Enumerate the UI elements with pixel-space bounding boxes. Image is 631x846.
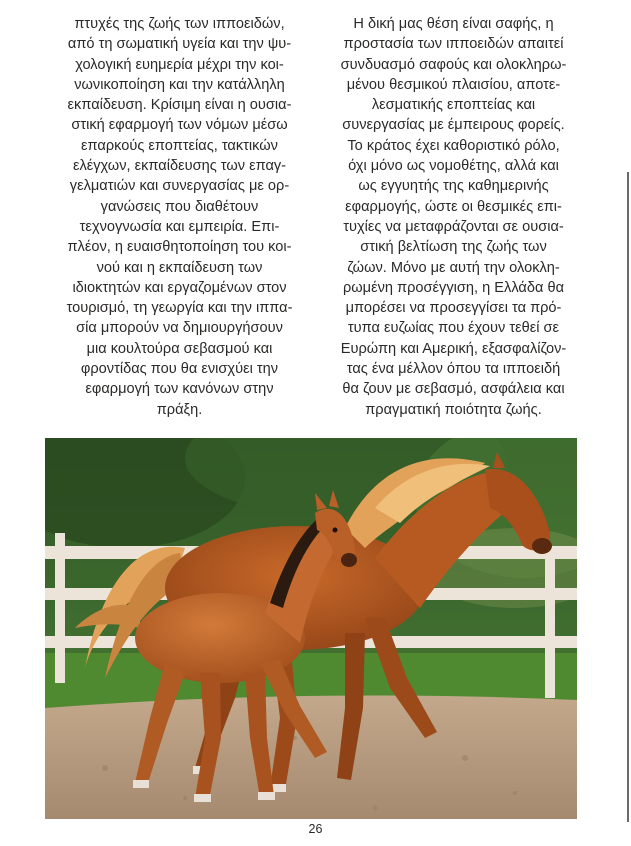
- text-line: ρωμένη προσέγγιση, η Ελλάδα θα: [342, 279, 565, 296]
- text-line: τας ένα μέλλον όπου τα ιπποειδή: [346, 361, 561, 378]
- text-line: φροντίδας που θα ενισχύει την: [80, 361, 279, 378]
- text-line: όχι μόνο ως νομοθέτης, αλλά και: [348, 158, 559, 175]
- text-line: γανώσεις που διαθέτουν: [100, 198, 259, 215]
- text-line: πραγματική ποιότητα ζωής.: [365, 401, 542, 418]
- text-line: μένου θεσμικού πλαισίου, αποτε-: [346, 76, 561, 93]
- text-line: συνεργασίας με έμπειρους φορείς.: [342, 117, 565, 134]
- text-line: νωνικοποίηση και την κατάλληλη: [74, 76, 285, 93]
- page-edge-rule: [627, 172, 629, 822]
- text-line: στική βελτίωση της ζωής των: [360, 239, 547, 256]
- text-line: εφαρμογής, ώστε οι θεσμικές επι-: [345, 198, 562, 215]
- text-line: νού και η εκπαίδευση των: [96, 259, 263, 276]
- text-line: μπορέσει να προσεγγίσει τα πρό-: [345, 300, 562, 317]
- text-line: ως εγγυητής της καθημερινής: [358, 178, 549, 195]
- text-line: τεχνογνωσία και εμπειρία. Επι-: [79, 218, 280, 235]
- text-line: Η δική μας θέση είναι σαφής, η: [353, 16, 554, 32]
- text-line: χολογική ευημερία μέχρι την κοι-: [75, 56, 284, 73]
- text-line: λεσματικής εποπτείας και: [371, 97, 536, 114]
- text-line: ελέγχων, εκπαίδευσης των επαγ-: [72, 158, 287, 175]
- text-line: ιδιοκτητών και εργαζομένων στον: [72, 279, 287, 296]
- text-line: Ευρώπη και Αμερική, εξασφαλίζον-: [340, 340, 567, 357]
- text-line: τυπα ευζωίας που έχουν τεθεί σε: [347, 320, 560, 337]
- page-number: 26: [308, 822, 323, 836]
- horse-photo: [45, 438, 577, 819]
- text-line: πτυχές της ζωής των ιπποειδών,: [74, 16, 285, 32]
- text-line: Το κράτος έχει καθοριστικό ρόλο,: [347, 137, 560, 154]
- text-line: πράξη.: [156, 401, 203, 418]
- text-line: εφαρμογή των κανόνων στην: [85, 381, 274, 398]
- right-text-column: [322, 14, 585, 420]
- text-line: επαρκούς εποπτείας, τακτικών: [81, 137, 278, 154]
- text-line: από τη σωματική υγεία και την ψυ-: [67, 36, 292, 53]
- text-line: θα ζουν με σεβασμό, ασφάλεια και: [342, 381, 565, 398]
- text-line: γελματιών και συνεργασίας με ορ-: [69, 178, 290, 195]
- text-line: συνδυασμό σαφούς και ολοκληρω-: [340, 56, 567, 73]
- left-text-column: [44, 14, 315, 420]
- text-line: τυχίες να μεταφράζονται σε ουσια-: [343, 218, 564, 235]
- text-line: σία μπορούν να δημιουργήσουν: [76, 320, 283, 337]
- text-line: ζώων. Μόνο με αυτή την ολοκλη-: [347, 259, 560, 276]
- text-line: μια κουλτούρα σεβασμού και: [86, 340, 273, 357]
- text-line: στική εφαρμογή των νόμων μέσω: [71, 117, 288, 134]
- text-line: πλέον, η ευαισθητοποίηση του κοι-: [67, 239, 292, 256]
- text-line: τουρισμό, τη γεωργία και την ιππα-: [66, 300, 293, 317]
- text-line: εκπαίδευση. Κρίσιμη είναι η ουσια-: [67, 97, 292, 114]
- text-line: προστασία των ιπποειδών απαιτεί: [343, 36, 564, 53]
